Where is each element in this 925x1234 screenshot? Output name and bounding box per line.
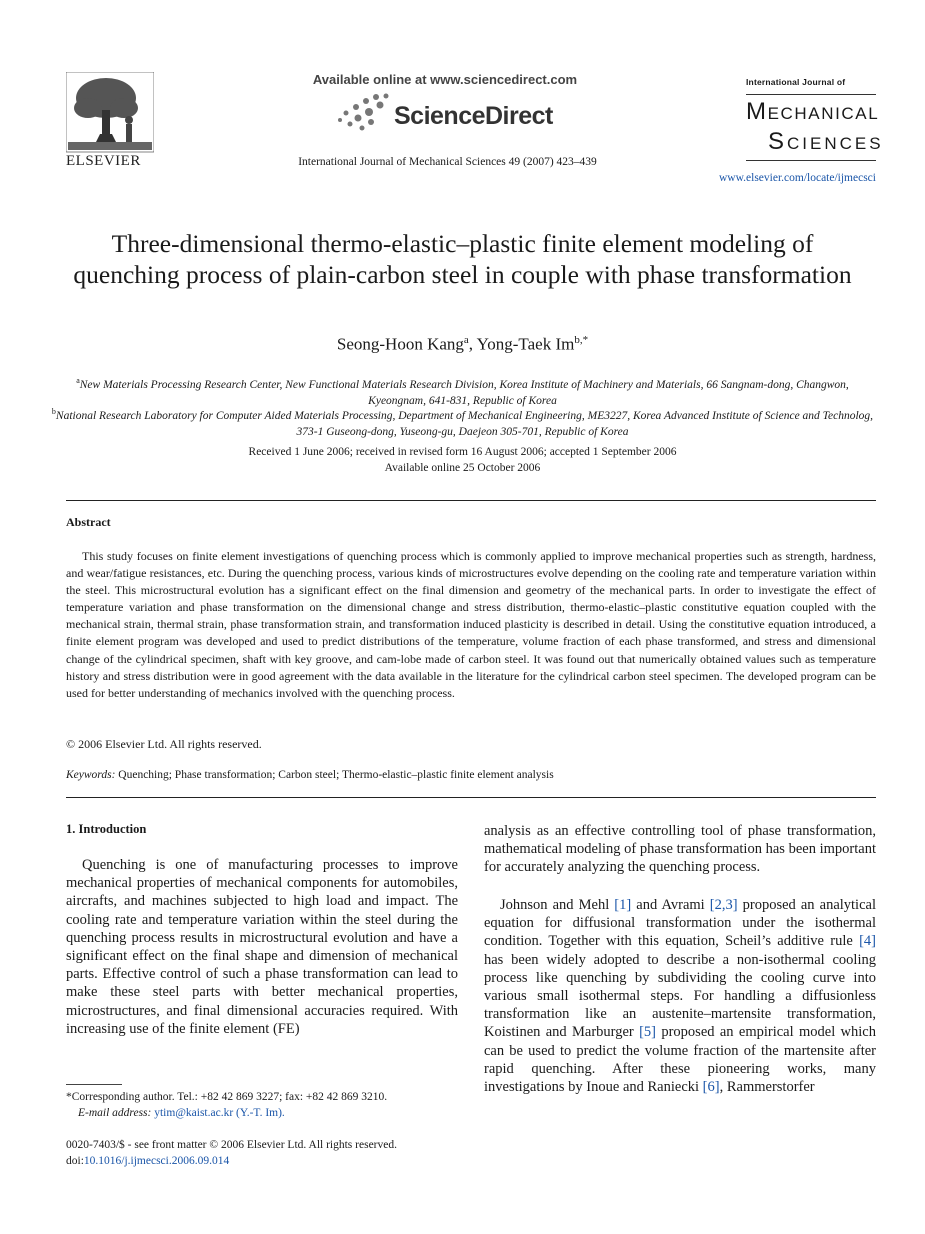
doi-label: doi: — [66, 1155, 84, 1167]
citation-link[interactable]: [2,3] — [709, 897, 738, 913]
divider-top — [66, 500, 876, 501]
intro-text-4: has been widely adopted to describe a non-isothermal cooling process like quenching by subdividing the cooling curve into various small isothermal steps. For handling a diffusionless transformation like an austenite–martensite transformation, Koistinen and Marburger — [484, 951, 876, 1041]
author-1[interactable]: Seong-Hoon Kang — [336, 334, 464, 354]
author-2-affiliation-mark: b,* — [574, 334, 589, 346]
journal-logo-rule-top — [746, 94, 876, 95]
front-matter — [66, 1137, 486, 1169]
affiliation-b-mark: b — [51, 407, 56, 416]
journal-logo-cap-m: M — [746, 98, 768, 125]
email-link[interactable]: ytim@kaist.ac.kr (Y.-T. Im). — [151, 1107, 285, 1119]
affiliation-b-text: National Research Laboratory for Computer Aided Materials Processing, Department of Mechanical Engineering, ME3227, Korea Advanced Institute of Science and Technolog, 373-1 Guseong-dong, Yuseong-gu, Daejeon 305-701, Republic of Korea — [55, 409, 874, 438]
intro-text-2: and Avrami — [631, 897, 710, 913]
footnote-rule — [66, 1084, 122, 1085]
doi-link[interactable]: 10.1016/j.ijmecsci.2006.09.014 — [83, 1155, 230, 1167]
journal-logo-cap-s: S — [768, 128, 788, 155]
available-date: Available online 25 October 2006 — [384, 462, 541, 474]
journal-logo-sciences-rest: CIENCES — [787, 134, 884, 153]
article-title: Three-dimensional thermo-elastic–plastic finite element modeling of quenching process of plain-carbon steel in couple with phase transformation — [73, 229, 852, 289]
abstract-copyright: © 2006 Elsevier Ltd. All rights reserved. — [66, 737, 262, 751]
journal-logo-sciences — [768, 128, 884, 156]
journal-logo-mechanical — [746, 98, 879, 126]
available-online-text: Available online at www.sciencedirect.com — [312, 72, 578, 87]
keywords-text: Quenching; Phase transformation; Carbon steel; Thermo-elastic–plastic finite element analysis — [115, 769, 554, 781]
citation-link[interactable]: [6] — [702, 1079, 720, 1096]
affiliation-a-text: New Materials Processing Research Center, New Functional Materials Research Division, Korea Institute of Machinery and Materials, 66 Sangnam-dong, Changwon, Kyeongnam, 641-831, Republic of Korea — [79, 378, 849, 407]
email-note — [66, 1105, 470, 1121]
sciencedirect-wordmark: ScienceDirect — [394, 102, 553, 130]
divider-bottom — [66, 797, 876, 798]
citation-link[interactable]: [1] — [614, 897, 632, 913]
keywords — [66, 769, 876, 781]
abstract-heading: Abstract — [66, 515, 111, 529]
affiliation-a-mark: a — [76, 376, 80, 385]
section-heading-introduction: 1. Introduction — [66, 822, 147, 836]
keywords-label: Keywords: — [66, 769, 116, 781]
abstract-text: This study focuses on finite element investigations of quenching process which is commonly applied to improve mechanical properties such as strength, hardness, and wear/fatigue resistances, etc. During the quenching process, various kinds of microstructures evolve depending on the cooling rate and temperature variation within the steel. This microstructural evolution has a significant effect on the final dimension and geometry of the mechanical parts. In order to investigate the effect of temperature variation and phase transformation on the dimensional change and stress distribution, thermo-elastic–plastic constitutive equation coupled with the mechanical strain, thermal strain, phase transformation strain, and transformation induced plasticity is described in detail. Using the constitutive equation introduced, a finite element program was developed and used to predict distributions of the temperature, volume fraction of each phase transformed, and stress and dimensional change of the cylindrical specimen, shaft with key groove, and cam-lobe made of carbon steel. It was found out that numerically obtained values such as temperature history and stress distribution were in good agreement with the data available in the literature for the cylindrical carbon steel specimen. The developed program can be used for better understanding of mechanics involved with the quenching process. — [66, 549, 876, 700]
author-1-affiliation-mark: a — [463, 334, 469, 346]
intro-text-3: proposed an analytical equation for diffusional transformation under the isothermal condition. Together with this equation, Scheil’s additive rule — [484, 897, 876, 950]
affiliation-b — [50, 404, 875, 440]
intro-text-5: proposed an empirical model which can be used to predict the volume fraction of the martensite after rapid quenching. After these pioneering works, many investigations by Inoue and Raniecki — [484, 1024, 876, 1096]
issn-line: 0020-7403/$ - see front matter © 2006 Elsevier Ltd. All rights reserved. — [66, 1139, 397, 1151]
email-label: E-mail address: — [78, 1107, 152, 1119]
journal-url-link[interactable]: www.elsevier.com/locate/ijmecsci — [718, 172, 876, 184]
sciencedirect-dots-icon — [336, 92, 396, 132]
intro-right-paragraph — [484, 896, 876, 1096]
publisher-name: ELSEVIER — [66, 153, 141, 169]
journal-citation: International Journal of Mechanical Sciences 49 (2007) 423–439 — [298, 156, 597, 168]
citation-link[interactable]: [5] — [639, 1024, 657, 1041]
journal-logo-rule-bottom — [746, 160, 876, 161]
intro-left-column: Quenching is one of manufacturing processes to improve mechanical properties of mechanical components for automobiles, aircrafts, and machines subjected to high load and impact. The cooling rate and temperature variation within the steel during the quenching process results in microstructural evolution and have a significant effect on the final shape and dimension of mechanical parts. Effective control of such a phase transformation can lead to make these steel parts with better mechanical properties, microstructures, and final dimensional accuracies required. With increasing use of the finite element (FE) — [66, 857, 458, 1037]
received-dates: Received 1 June 2006; received in revised form 16 August 2006; accepted 1 September 2006 — [248, 446, 677, 458]
intro-text-6: , Rammerstorfer — [719, 1079, 815, 1096]
intro-right-continuation: analysis as an effective controlling tool of phase transformation, mathematical modeling of phase transformation has been important for accurately analyzing the quenching process. — [484, 823, 876, 876]
journal-logo-line1: International Journal of — [746, 77, 846, 87]
author-list — [200, 334, 725, 355]
intro-text-1: Johnson and Mehl — [500, 897, 615, 913]
author-2[interactable]: Yong-Taek Im — [476, 334, 575, 354]
corresponding-author-note: *Corresponding author. Tel.: +82 42 869 3227; fax: +82 42 869 3210. — [66, 1091, 388, 1103]
doi-line — [66, 1153, 486, 1169]
citation-link[interactable]: [4] — [859, 933, 876, 950]
journal-logo-mechanical-rest: ECHANICAL — [767, 104, 880, 123]
author-separator: , — [468, 334, 477, 354]
